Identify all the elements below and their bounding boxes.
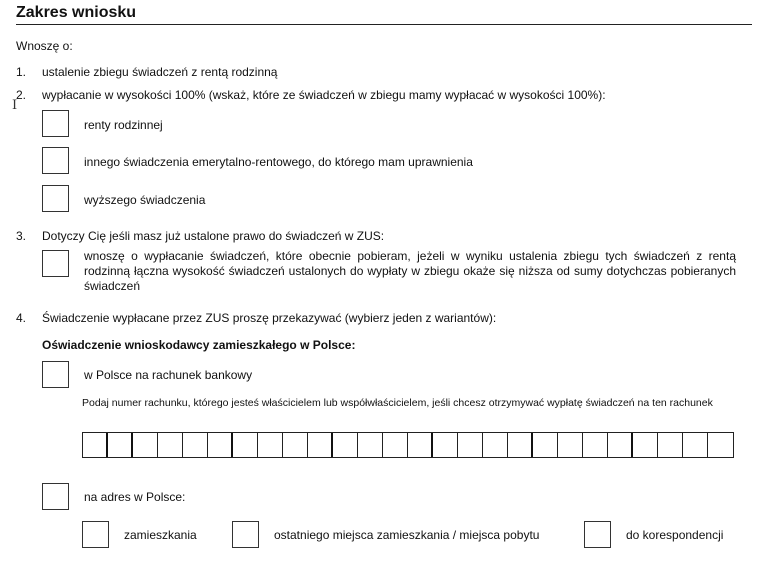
account-digit-cell[interactable]: [608, 433, 633, 457]
checkbox-wyplacanie-swiadczen[interactable]: [42, 250, 69, 277]
option-label: renty rodzinnej: [84, 118, 163, 132]
checkbox-wyzszego-swiadczenia[interactable]: [42, 185, 69, 212]
text-cursor-icon: I: [12, 98, 18, 113]
checkbox-do-korespondencji[interactable]: [584, 521, 611, 548]
account-digit-cell[interactable]: [583, 433, 608, 457]
item-text: wypłacanie w wysokości 100% (wskaż, które ze świadczeń w zbiegu mamy wypłacać w wysokości 100%):: [42, 88, 606, 102]
account-digit-cell[interactable]: [108, 433, 133, 457]
item-text: Dotyczy Cię jeśli masz już ustalone prawo do świadczeń w ZUS:: [42, 229, 385, 243]
account-digit-cell[interactable]: [183, 433, 208, 457]
account-digit-cell[interactable]: [258, 433, 283, 457]
account-digit-cell[interactable]: [133, 433, 158, 457]
option-label: innego świadczenia emerytalno-rentowego, do którego mam uprawnienia: [84, 155, 473, 169]
checkbox-renty-rodzinnej[interactable]: [42, 110, 69, 137]
checkbox-ostatniego-miejsca[interactable]: [232, 521, 259, 548]
option-label: ostatniego miejsca zamieszkania / miejsca pobytu: [274, 528, 540, 542]
item-number: 2.: [16, 88, 27, 102]
declaration-heading: Oświadczenie wnioskodawcy zamieszkałego w Polsce:: [42, 338, 356, 352]
intro-text: Wnoszę o:: [16, 39, 73, 53]
account-digit-cell[interactable]: [458, 433, 483, 457]
checkbox-adres-w-polsce[interactable]: [42, 483, 69, 510]
account-digit-cell[interactable]: [158, 433, 183, 457]
account-digit-cell[interactable]: [208, 433, 233, 457]
item-number: 1.: [16, 65, 27, 79]
account-digit-cell[interactable]: [233, 433, 258, 457]
item-text: ustalenie zbiegu świadczeń z rentą rodzinną: [42, 65, 278, 79]
account-digit-cell[interactable]: [308, 433, 333, 457]
account-digit-cell[interactable]: [483, 433, 508, 457]
section-title: Zakres wniosku: [16, 4, 137, 21]
account-digit-cell[interactable]: [408, 433, 433, 457]
account-digit-cell[interactable]: [383, 433, 408, 457]
account-digit-cell[interactable]: [633, 433, 658, 457]
title-divider: [16, 24, 752, 25]
item-number: 3.: [16, 229, 27, 243]
option-paragraph: wnoszę o wypłacanie świadczeń, które obecnie pobieram, jeżeli w wyniku ustalenia zbiegu tych świadczeń z rentą rodzinną łączna wysokość świadczeń ustalonych do wypłaty w zbiegu okaże się niższa od sumy dotychczas pobieranych świadczeń: [84, 249, 736, 293]
item-number: 4.: [16, 311, 27, 325]
account-digit-cell[interactable]: [533, 433, 558, 457]
option-label: zamieszkania: [124, 528, 197, 542]
account-digit-cell[interactable]: [83, 433, 108, 457]
account-digit-cell[interactable]: [558, 433, 583, 457]
checkbox-zamieszkania[interactable]: [82, 521, 109, 548]
account-digit-cell[interactable]: [508, 433, 533, 457]
account-note: Podaj numer rachunku, którego jesteś właścicielem lub współwłaścicielem, jeśli chcesz otrzymywać wypłatę świadczeń na ten rachunek: [82, 397, 713, 409]
option-label: na adres w Polsce:: [84, 490, 186, 504]
account-digit-cell[interactable]: [708, 433, 733, 457]
account-digit-cell[interactable]: [283, 433, 308, 457]
option-label: wyższego świadczenia: [84, 193, 206, 207]
account-digit-cell[interactable]: [333, 433, 358, 457]
account-number-field[interactable]: [82, 432, 734, 458]
checkbox-rachunek-bankowy[interactable]: [42, 361, 69, 388]
account-digit-cell[interactable]: [683, 433, 708, 457]
account-digit-cell[interactable]: [358, 433, 383, 457]
option-label: do korespondencji: [626, 528, 724, 542]
item-text: Świadczenie wypłacane przez ZUS proszę przekazywać (wybierz jeden z wariantów):: [42, 311, 497, 325]
checkbox-innego-swiadczenia[interactable]: [42, 147, 69, 174]
option-label: w Polsce na rachunek bankowy: [84, 368, 253, 382]
account-digit-cell[interactable]: [658, 433, 683, 457]
account-digit-cell[interactable]: [433, 433, 458, 457]
